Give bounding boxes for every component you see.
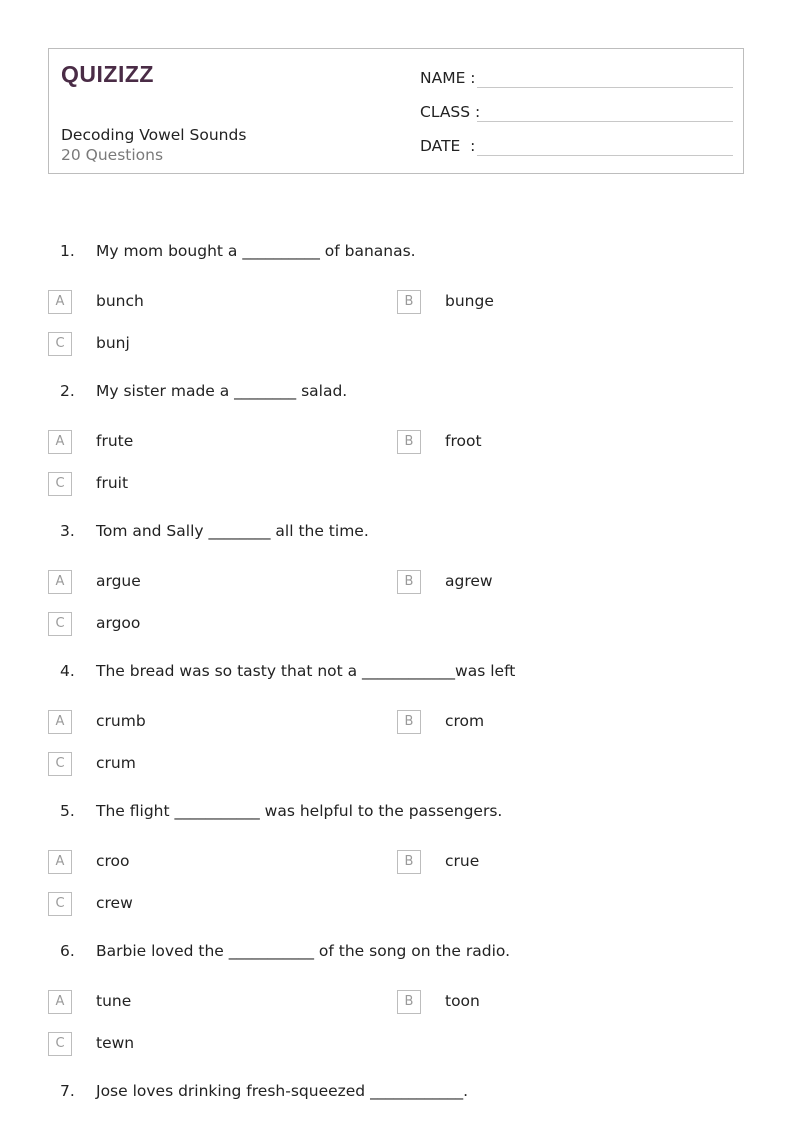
question-number: 6. (60, 942, 75, 960)
option-letter-box[interactable]: A (48, 570, 72, 594)
option-text: crew (96, 894, 133, 912)
name-line (477, 87, 733, 88)
question-text: The flight ___________ was helpful to the passengers. (96, 802, 503, 820)
option-text: fruit (96, 474, 129, 492)
option-text: bunge (445, 292, 494, 310)
option-text: toon (445, 992, 480, 1010)
question-text: My mom bought a __________ of bananas. (96, 242, 416, 260)
question-number: 4. (60, 662, 75, 680)
option-letter-box[interactable]: C (48, 892, 72, 916)
question-number: 1. (60, 242, 75, 260)
option-letter-box[interactable]: B (397, 710, 421, 734)
option-text: tewn (96, 1034, 135, 1052)
option-text: croo (96, 852, 130, 870)
option-letter-box[interactable]: A (48, 710, 72, 734)
class-line (477, 121, 733, 122)
option-letter-box[interactable]: C (48, 612, 72, 636)
question-text: Jose loves drinking fresh-squeezed ____________. (96, 1082, 468, 1100)
option-text: bunj (96, 334, 130, 352)
option-letter-box[interactable]: B (397, 430, 421, 454)
option-letter-box[interactable]: C (48, 332, 72, 356)
option-letter-box[interactable]: B (397, 570, 421, 594)
option-letter-box[interactable]: A (48, 430, 72, 454)
question-number: 3. (60, 522, 75, 540)
option-letter-box[interactable]: A (48, 290, 72, 314)
option-text: crumb (96, 712, 146, 730)
question-number: 7. (60, 1082, 75, 1100)
question-text: Tom and Sally ________ all the time. (96, 522, 369, 540)
option-text: tune (96, 992, 132, 1010)
option-text: froot (445, 432, 482, 450)
date-line (477, 155, 733, 156)
option-letter-box[interactable]: C (48, 752, 72, 776)
option-letter-box[interactable]: C (48, 472, 72, 496)
option-text: frute (96, 432, 134, 450)
option-text: crue (445, 852, 480, 870)
question-count: 20 Questions (61, 146, 164, 164)
question-number: 5. (60, 802, 75, 820)
option-text: agrew (445, 572, 493, 590)
option-text: argoo (96, 614, 141, 632)
option-text: bunch (96, 292, 144, 310)
option-letter-box[interactable]: A (48, 990, 72, 1014)
name-label: NAME : (420, 69, 476, 87)
option-letter-box[interactable]: B (397, 290, 421, 314)
question-text: The bread was so tasty that not a ____________was left (96, 662, 516, 680)
worksheet-header (48, 48, 744, 174)
option-letter-box[interactable]: C (48, 1032, 72, 1056)
date-label: DATE : (420, 137, 476, 155)
quizizz-logo: QUIZIZZ (61, 61, 154, 87)
option-text: argue (96, 572, 141, 590)
question-text: My sister made a ________ salad. (96, 382, 348, 400)
option-text: crum (96, 754, 136, 772)
option-letter-box[interactable]: B (397, 850, 421, 874)
option-text: crom (445, 712, 485, 730)
worksheet-title: Decoding Vowel Sounds (61, 126, 247, 144)
option-letter-box[interactable]: A (48, 850, 72, 874)
question-number: 2. (60, 382, 75, 400)
option-letter-box[interactable]: B (397, 990, 421, 1014)
question-text: Barbie loved the ___________ of the song on the radio. (96, 942, 511, 960)
class-label: CLASS : (420, 103, 481, 121)
